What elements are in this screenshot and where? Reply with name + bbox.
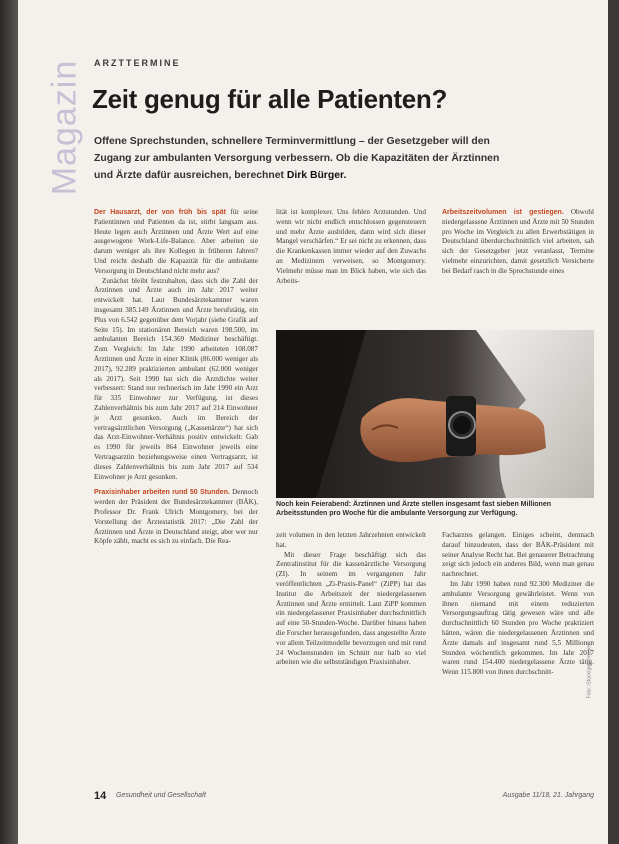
lead-author: Dirk Bürger. — [286, 170, 347, 181]
article-photo — [276, 330, 594, 498]
paragraph: zeit volumen in den letzten Jahrzehnten entwickelt hat. — [276, 531, 426, 549]
article-kicker: ARZTTERMINE — [94, 58, 181, 68]
text-column-2-bottom — [276, 531, 426, 668]
lead-text: Offene Sprechstunden, schnellere Terminvermittlung – der Gesetzgeber will den Zugang zur ambulanten Versorgung verbessern. Ob die Kapazitäten der Ärztinnen und Ärzte dafür ausreichen, berechnet — [94, 136, 500, 181]
paragraph — [94, 488, 258, 547]
section-sidebar — [38, 44, 88, 214]
photo-credit — [586, 640, 600, 700]
subheading: Praxisinhaber arbeiten rund 50 Stunden. — [94, 489, 230, 497]
article-title: Zeit genug für alle Patienten? — [92, 84, 448, 114]
page-number: 14 — [94, 790, 107, 802]
paragraph: Im Jahr 1990 haben rund 92.300 Mediziner die ambulante Versorgung gewährleistet. Wenn von ihnen niemand mit einem reduzierten Versorgungsauftrag tätig gewesen wäre und alle durchschnittlich 60 Stunden pro Woche praktiziert hätten, wären die niedergelassenen Ärztinnen und Ärzte damals auf insgesamt rund 5,5 Millionen Stunden wöchentlich gekommen. Im Jahr 2017 waren rund 154.400 niedergelassene Ärzte tätig. Wenn 115.800 von ihnen durchschnitt- — [442, 579, 594, 677]
text-column-2-top — [276, 208, 426, 286]
subheading: Arbeitszeitvolumen ist gestiegen. — [442, 209, 564, 216]
paragraph — [442, 208, 594, 277]
footer-issue: Ausgabe 11/18, 21. Jahrgang — [502, 792, 594, 799]
paragraph: Zunächst bleibt festzuhalten, dass sich die Zahl der Ärztinnen und Ärzte auch im Jahr 2017 weiter entwickelt hat. Laut Bundesärztekammer waren insgesamt 385.149 Ärztinnen und Ärzte berufstätig, ein Plus von 6.542 gegenüber dem Vorjahr (siehe Grafik auf Seite 15). Im stationären Bereich waren 198.500, im ambulanten Bereich 154.369 Mediziner beschäftigt. Zum Vergleich: Im Jahr 1990 arbeiteten 108.087 Ärztinnen und Ärzte in einer Klinik (86.000 weniger als 2017), 92.289 praktizierten ambulant (62.000 weniger als 2017). Seit 1990 hat sich die Arztdichte weiter verbessert: Stand nur rechnerisch im Jahr 1990 ein Arzt für 335 Einwohner zur Verfügung, ist dieses Zahlenverhältnis bis zum Jahr 2017 auf 214 Einwohner je Arzt gesunken. Auch im Bereich der vertragsärztlichen Versorgung („Kassenärzte“) hat sich das Arzt-Einwohner-Verhältnis positiv entwickelt: Gab es 1990 für jeweils 864 Einwohner jeweils eine Vertragsarztin beziehungsweise einen Vertragsarzt, ist dieses Zahlenverhältnis bis zum Jahr 2017 auf 534 Einwohner je Arzt gesunken. — [94, 276, 258, 481]
photo-credit-text: Foto: iStock/gettyimages — [586, 643, 593, 699]
footer-section: Gesundheit und Gesellschaft — [116, 792, 206, 799]
paragraph-text: Dennoch werden der Präsident der Bundesärztekammer (BÄK), Professor Dr. Frank Ulrich Montgomery, bei der Vorstellung der Ärztestatistik 2017: „Die Zahl der Ärztinnen und Ärzte in Deutschland steigt, aber wer nur Köpfe zählt, macht es sich zu einfach. Die Rea- — [94, 488, 259, 546]
paragraph: Mit dieser Frage beschäftigt sich das Zentralinstitut für die kassenärztliche Versorgung (ZI). In seinem im vergangenen Jahr veröffentlichten „Zi-Praxis-Panel“ (ZiPP) hat das Institut die Arbeitszeit der niedergelassenen Ärztinnen und Ärzte ermittelt. Laut ZiPP kommen ein niedergelassener Praxisinhaber durchschnittlich auf eine 50-Stunden-Woche. Darüber hinaus haben die Forscher herausgefunden, dass angestellte Ärzte vor allem Teilzeitmodelle bevorzugen und mit rund 24 Wochenstunden im Schnitt nur halb so viel arbeiten wie die selbstständigen Praxisinhaber. — [276, 550, 426, 667]
wristwatch-photo — [276, 330, 594, 498]
section-label-magazin: Magazin — [45, 59, 84, 196]
text-column-3-top — [442, 208, 594, 277]
text-column-1 — [94, 208, 258, 547]
page-edge-shadow — [0, 0, 18, 844]
paragraph: lität ist komplexer. Uns fehlen Arztstunden. Und wenn wir nicht endlich entschlossen gegensteuern und mehr Ärzte ausbilden, dann wird sich dieser Mangel verschärfen.“ Er sei nicht zu erkennen, dass die Krankenkassen immer wieder auf den Zuwachs an Medizinern verweisen, so Montgomery. Vielmehr müsse man im Blick haben, wie sich das Arbeits- — [276, 208, 426, 285]
paragraph: Facharztes gelangen. Einiges scheint, demnach darauf hinzudeuten, dass der BÄK-Präsident mit seiner Analyse Recht hat. Bei genauerer Betrachtung zeigt sich jedoch ein anderes Bild, wenn man genau nachrechnet. — [442, 531, 594, 579]
page-footer — [94, 790, 594, 804]
subheading: Der Hausarzt, der von früh bis spät — [94, 209, 227, 216]
paragraph-text: Obwohl niedergelassene Ärztinnen und Ärzte mit 50 Stunden pro Woche im Vergleich zu allen Erwerbstätigen in Deutschland überdurchschnittlich viel arbeiten, sah sich der Gesetzgeber jetzt veranlasst, Termine vielmehr einzurichten, damit gesetzlich Versicherte bei Bedarf rasch in die Sprechstunde eines — [442, 208, 595, 275]
paragraph-text: für seine Patientinnen und Patienten da ist, stirbt langsam aus. Heute legen auch Ärztinnen und Ärzte Wert auf eine ausgewogene Work-Life-Balance. Aber arbeiten sie darum weniger als ihre Kollegen in früheren Jahren? Und reicht deshalb die Kapazität für die ambulante Versorgung in Deutschland nicht mehr aus? — [94, 208, 259, 275]
magazine-page — [18, 0, 608, 844]
photo-caption: Noch kein Feierabend: Ärztinnen und Ärzte stellen insgesamt fast sieben Millionen Arbeitsstunden pro Woche für die ambulante Versorgung zur Verfügung. — [276, 501, 551, 517]
text-column-3-bottom — [442, 531, 594, 678]
paragraph — [94, 208, 258, 277]
article-lead — [94, 133, 514, 184]
